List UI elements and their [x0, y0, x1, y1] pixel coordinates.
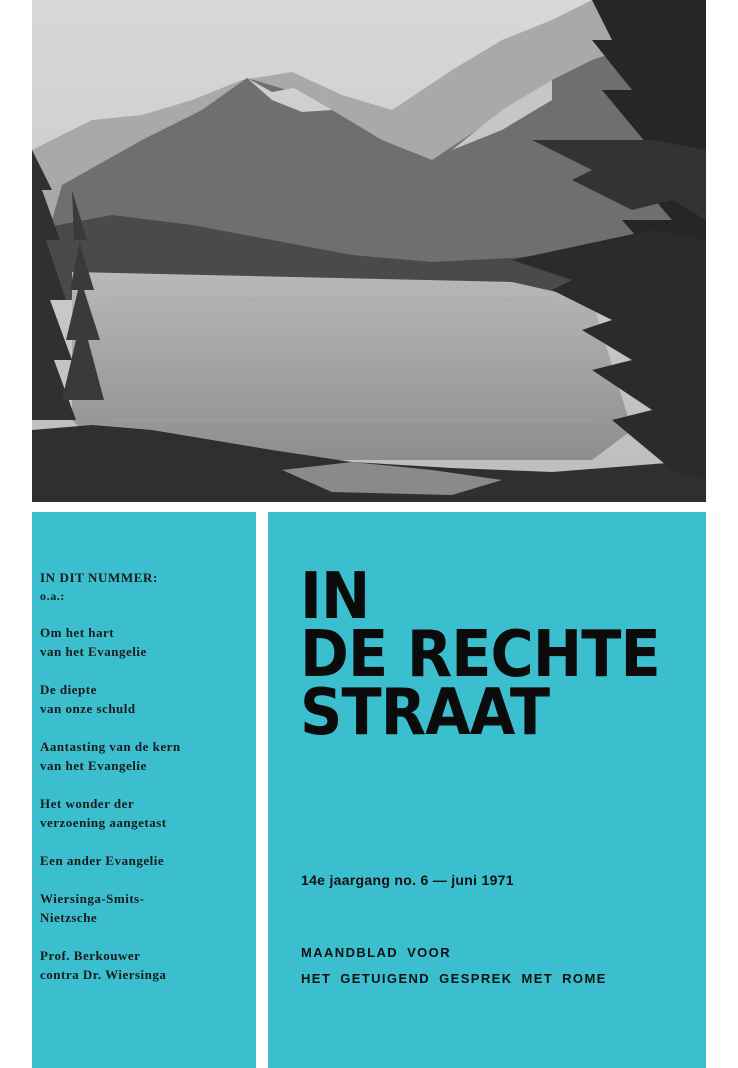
- tagline-line: HET GETUIGEND GESPREK MET ROME: [301, 971, 607, 986]
- landscape-illustration: [32, 0, 706, 502]
- cover-photo: [32, 0, 706, 502]
- contents-subheading: o.a.:: [40, 589, 65, 603]
- title-line: STRAAT: [300, 676, 550, 750]
- contents-item: Aantasting van de kern van het Evangelie: [40, 739, 181, 773]
- issue-info: 14e jaargang no. 6 — juni 1971: [301, 872, 514, 888]
- contents-heading: IN DIT NUMMER:: [40, 570, 158, 585]
- contents-list: [40, 623, 256, 984]
- contents-item: Om het hart van het Evangelie: [40, 625, 147, 659]
- magazine-title: [300, 560, 660, 750]
- contents-item: Prof. Berkouwer contra Dr. Wiersinga: [40, 948, 167, 982]
- tagline: [301, 940, 607, 992]
- contents-item: Wiersinga-Smits- Nietzsche: [40, 891, 145, 925]
- contents-item: De diepte van onze schuld: [40, 682, 136, 716]
- tagline-line: MAANDBLAD VOOR: [301, 945, 451, 960]
- title-line: DE RECHTE: [300, 618, 660, 692]
- contents-panel: [32, 512, 256, 1068]
- title-line: IN: [300, 560, 370, 634]
- magazine-cover: [32, 0, 706, 1068]
- contents-item: Een ander Evangelie: [40, 853, 165, 868]
- contents-item: Het wonder der verzoening aangetast: [40, 796, 167, 830]
- title-panel: [268, 512, 706, 1068]
